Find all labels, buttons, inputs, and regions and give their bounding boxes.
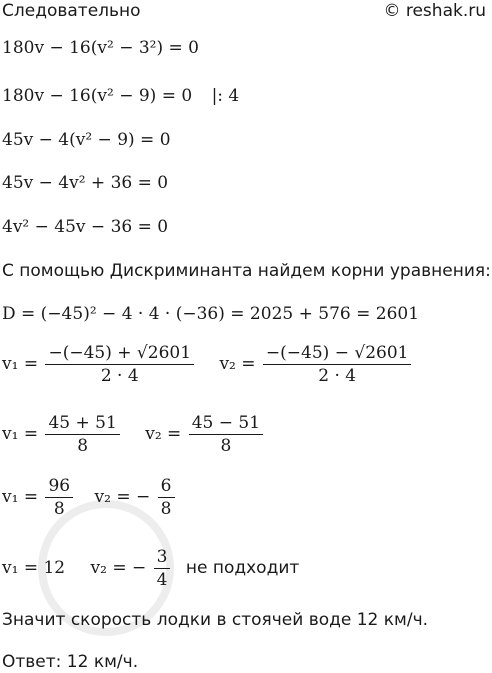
v2-simplified-fraction (158, 475, 175, 520)
v2-label: v₂ = (219, 354, 256, 374)
equation-line-5: 4v² − 45v − 36 = 0 (2, 217, 169, 237)
v1-result: v₁ = 12 (2, 558, 66, 578)
v1-sub-fraction (45, 412, 119, 457)
v2-label-3: v₂ = (94, 487, 131, 507)
v2-simplified-denominator: 8 (160, 499, 172, 519)
equation-line-4: 45v − 4v² + 36 = 0 (2, 173, 169, 193)
equation-line-2-text: 180v − 16(v² − 9) = 0 (2, 86, 193, 106)
v2-sub-numerator: 45 − 51 (189, 412, 263, 435)
v2-result-prefix: v₂ = − (90, 558, 147, 578)
v2-simplified-sign: − (136, 487, 151, 507)
equation-line-1: 180v − 16(v² − 3²) = 0 (2, 38, 199, 58)
equation-line-2-note: |: 4 (211, 86, 240, 106)
v1-label-2: v₁ = (2, 424, 39, 444)
equation-line-3: 45v − 4(v² − 9) = 0 (2, 130, 171, 150)
equation-line-2 (2, 86, 239, 106)
v2-label-2: v₂ = (145, 424, 182, 444)
v2-formula-fraction (263, 342, 412, 387)
v1-simplified-numerator: 96 (45, 475, 73, 498)
v2-formula-numerator: −(−45) − √2601 (263, 342, 412, 365)
v2-simplified-numerator: 6 (158, 475, 175, 498)
v2-result-denominator: 4 (156, 570, 168, 590)
v2-result-numerator: 3 (154, 546, 171, 569)
v1-formula-denominator: 2 · 4 (100, 366, 139, 386)
conclusion-text: Значит скорость лодки в стоячей воде 12 км/ч. (2, 610, 429, 630)
discriminant-intro: С помощью Дискриминанта найдем корни уравнения: (2, 261, 491, 281)
answer-text: Ответ: 12 км/ч. (2, 652, 139, 672)
site-watermark-label: © reshak.ru (383, 1, 486, 21)
v2-sub-fraction (189, 412, 263, 457)
v1-sub-denominator: 8 (77, 436, 89, 456)
v2-sub-denominator: 8 (220, 436, 232, 456)
v1-formula-fraction (45, 342, 194, 387)
discriminant-line: D = (−45)² − 4 · 4 · (−36) = 2025 + 576 = 2601 (2, 304, 420, 324)
v1-sub-numerator: 45 + 51 (45, 412, 119, 435)
page-title: Следовательно (2, 1, 141, 21)
v1-label-3: v₁ = (2, 487, 39, 507)
roots-substituted-row (2, 412, 265, 457)
roots-formula-row (2, 342, 413, 387)
v1-simplified-denominator: 8 (53, 499, 65, 519)
v2-formula-denominator: 2 · 4 (318, 366, 357, 386)
v2-rejected-note: не подходит (185, 558, 300, 578)
v1-formula-numerator: −(−45) + √2601 (45, 342, 194, 365)
v1-label: v₁ = (2, 354, 39, 374)
